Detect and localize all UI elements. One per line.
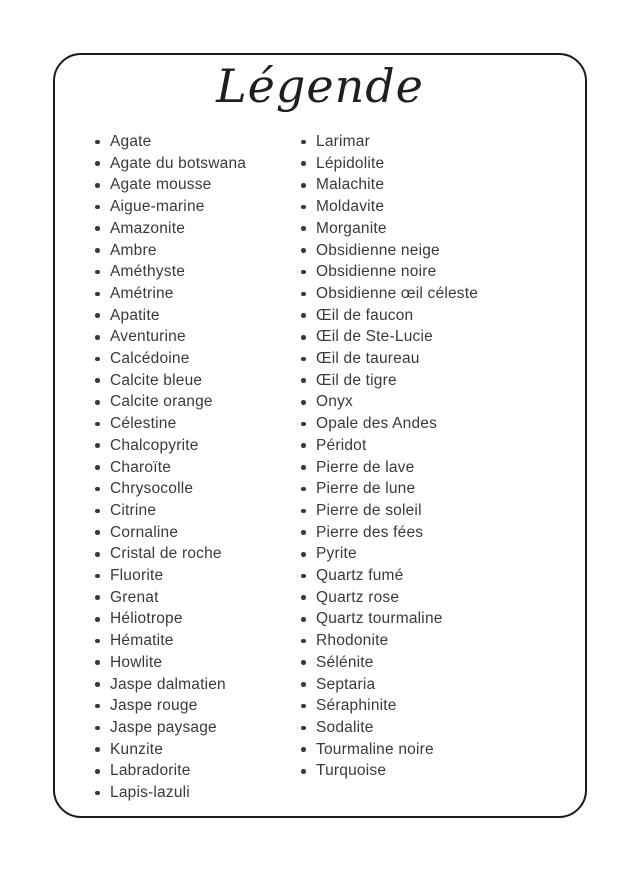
list-item: Agate du botswana: [94, 153, 246, 175]
list-item: Amétrine: [94, 283, 246, 305]
list-item: Améthyste: [94, 261, 246, 283]
list-item: Quartz rose: [300, 587, 478, 609]
list-item: Sélénite: [300, 652, 478, 674]
list-item: Chalcopyrite: [94, 435, 246, 457]
list-item: Malachite: [300, 174, 478, 196]
list-item: Charoïte: [94, 457, 246, 479]
legend-column-right: [300, 131, 478, 782]
list-item: Aventurine: [94, 326, 246, 348]
list-item: Grenat: [94, 587, 246, 609]
list-item: Obsidienne œil céleste: [300, 283, 478, 305]
list-item: Septaria: [300, 674, 478, 696]
list-item: Obsidienne noire: [300, 261, 478, 283]
list-item: Pierre de lave: [300, 457, 478, 479]
list-item: Sodalite: [300, 717, 478, 739]
list-item: Amazonite: [94, 218, 246, 240]
list-item: Cristal de roche: [94, 543, 246, 565]
list-item: Pierre de lune: [300, 478, 478, 500]
list-item: Chrysocolle: [94, 478, 246, 500]
list-item: Agate: [94, 131, 246, 153]
list-item: Hématite: [94, 630, 246, 652]
list-item: Apatite: [94, 305, 246, 327]
list-item: Moldavite: [300, 196, 478, 218]
list-item: Rhodonite: [300, 630, 478, 652]
list-item: Lapis-lazuli: [94, 782, 246, 804]
list-item: Séraphinite: [300, 695, 478, 717]
list-item: Morganite: [300, 218, 478, 240]
list-item: Œil de faucon: [300, 305, 478, 327]
legend-card: [53, 53, 587, 818]
list-item: Célestine: [94, 413, 246, 435]
list-item: Fluorite: [94, 565, 246, 587]
list-item: Agate mousse: [94, 174, 246, 196]
list-item: Quartz fumé: [300, 565, 478, 587]
list-item: Œil de Ste-Lucie: [300, 326, 478, 348]
list-item: Pierre des fées: [300, 522, 478, 544]
list-item: Lépidolite: [300, 153, 478, 175]
list-item: Tourmaline noire: [300, 739, 478, 761]
list-item: Turquoise: [300, 760, 478, 782]
list-item: Citrine: [94, 500, 246, 522]
list-item: Jaspe dalmatien: [94, 674, 246, 696]
list-item: Œil de taureau: [300, 348, 478, 370]
list-item: Calcite orange: [94, 391, 246, 413]
list-item: Calcite bleue: [94, 370, 246, 392]
list-item: Pierre de soleil: [300, 500, 478, 522]
list-item: Onyx: [300, 391, 478, 413]
list-item: Opale des Andes: [300, 413, 478, 435]
list-item: Péridot: [300, 435, 478, 457]
list-item: Quartz tourmaline: [300, 608, 478, 630]
list-item: Ambre: [94, 240, 246, 262]
list-item: Œil de tigre: [300, 370, 478, 392]
list-item: Obsidienne neige: [300, 240, 478, 262]
page-title: Légende: [216, 59, 424, 113]
list-item: Pyrite: [300, 543, 478, 565]
list-item: Héliotrope: [94, 608, 246, 630]
list-item: Aigue-marine: [94, 196, 246, 218]
list-item: Calcédoine: [94, 348, 246, 370]
list-item: Kunzite: [94, 739, 246, 761]
legend-column-left: [94, 131, 246, 804]
list-item: Cornaline: [94, 522, 246, 544]
list-item: Jaspe rouge: [94, 695, 246, 717]
list-item: Labradorite: [94, 760, 246, 782]
list-item: Larimar: [300, 131, 478, 153]
list-item: Jaspe paysage: [94, 717, 246, 739]
list-item: Howlite: [94, 652, 246, 674]
